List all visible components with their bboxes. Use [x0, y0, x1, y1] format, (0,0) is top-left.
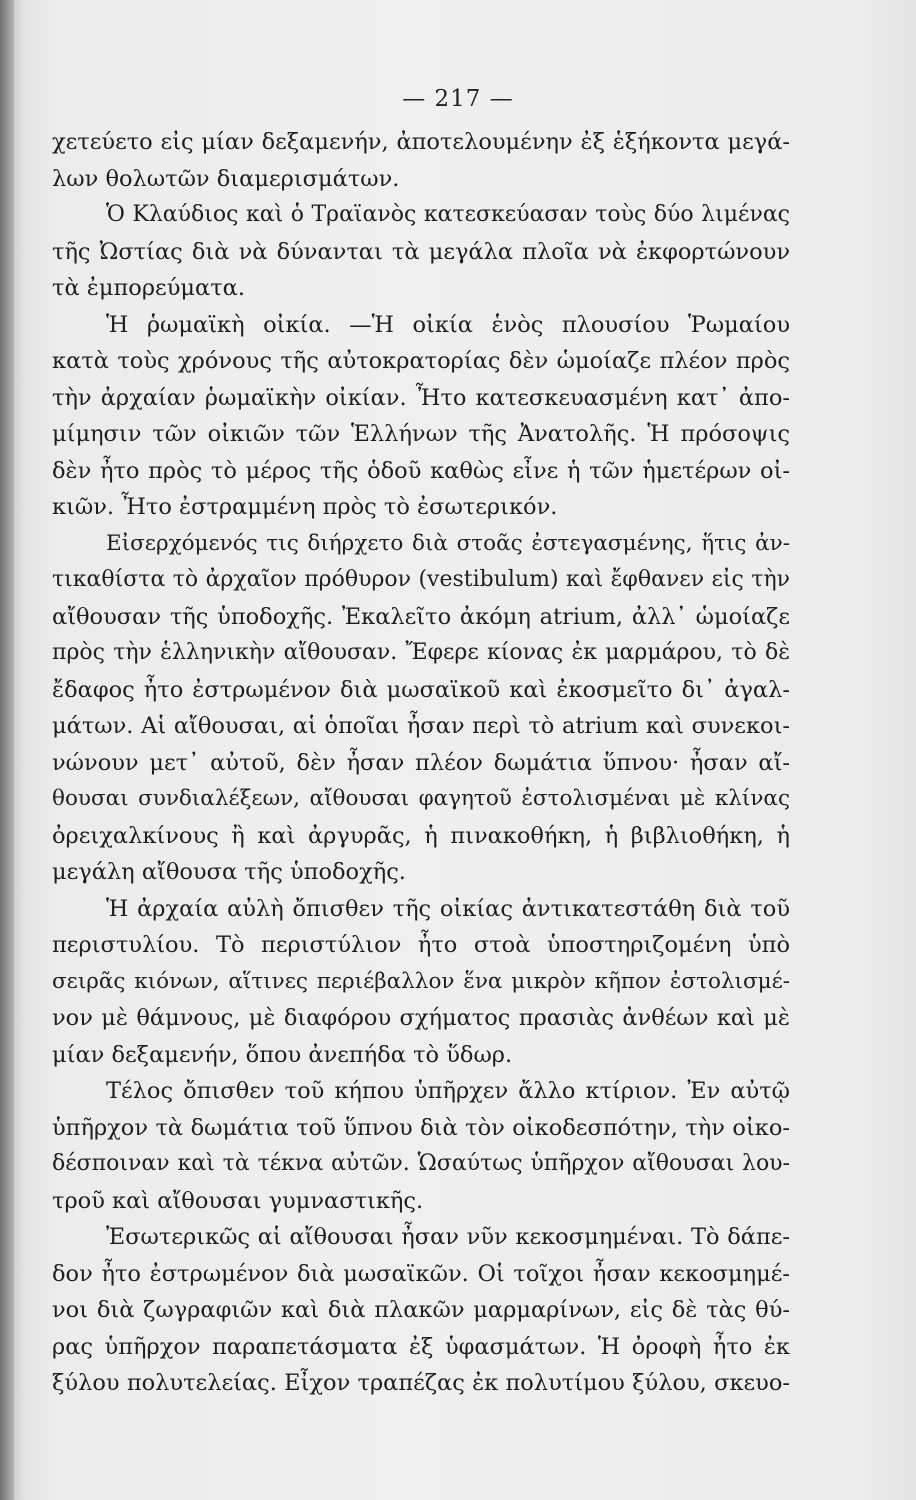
- text-line: Εἰσερχόμενός τις διήρχετο διὰ στοᾶς ἐστεγασμένης, ἥτις ἀν-: [106, 530, 790, 556]
- text-line: Ἐσωτερικῶς αἱ αἴθουσαι ἦσαν νῦν κεκοσμημέναι. Τὸ δάπε-: [106, 1224, 790, 1250]
- text-line: ἔδαφος ἦτο ἐστρωμένον διὰ μωσαϊκοῦ καὶ ἐκοσμεῖτο δι᾿ ἀγαλ-: [52, 676, 790, 703]
- text-line: νον μὲ θάμνους, μὲ διαφόρου σχήματος πρασιὰς ἀνθέων καὶ μὲ: [52, 1005, 790, 1031]
- section-heading-line: Ἡ ῥωμαϊκὴ οἰκία. —Ἡ οἰκία ἑνὸς πλουσίου Ῥωμαίου: [106, 311, 790, 338]
- text-line: τὴν ἀρχαίαν ῥωμαϊκὴν οἰκίαν. Ἦτο κατεσκευασμένη κατ᾿ ἀπο-: [52, 384, 790, 411]
- text-line: μίαν δεξαμενήν, ὅπου ἀνεπήδα τὸ ὕδωρ.: [52, 1041, 513, 1068]
- text-line: ὑπῆρχον τὰ δωμάτια τοῦ ὕπνου διὰ τὸν οἰκοδεσπότην, τὴν οἰκο-: [52, 1114, 790, 1141]
- text-line: κιῶν. Ἦτο ἐστραμμένη πρὸς τὸ ἐσωτερικόν.: [52, 494, 558, 520]
- text-line: ξύλου πολυτελείας. Εἶχον τραπέζας ἐκ πολυτίμου ξύλου, σκευο-: [52, 1370, 790, 1396]
- text-line: δον ἦτο ἐστρωμένον διὰ μωσαϊκῶν. Οἱ τοῖχοι ἦσαν κεκοσμημέ-: [52, 1260, 790, 1287]
- text-line: μίμησιν τῶν οἰκιῶν τῶν Ἑλλήνων τῆς Ἀνατολῆς. Ἡ πρόσοψις: [52, 421, 790, 447]
- text-line: ρας ὑπῆρχον παραπετάσματα ἐξ ὑφασμάτων. Ἡ ὀροφὴ ἦτο ἐκ: [52, 1333, 790, 1360]
- text-line: πρὸς τὴν ἑλληνικὴν αἴθουσαν. Ἔφερε κίονας ἐκ μαρμάρου, τὸ δὲ: [52, 640, 790, 665]
- body-text: [52, 124, 790, 1402]
- text-line: νώνουν μετ᾿ αὐτοῦ, δὲν ἦσαν πλέον δωμάτια ὕπνου· ἦσαν αἴ-: [52, 749, 790, 776]
- text-line: μάτων. Αἱ αἴθουσαι, αἱ ὁποῖαι ἦσαν περὶ τὸ atrium καὶ συνεκοι-: [52, 713, 790, 739]
- text-line: θουσαι συνδιαλέξεων, αἴθουσαι φαγητοῦ ἐστολισμέναι μὲ κλίνας: [52, 786, 790, 811]
- text-line: δέσποιναν καὶ τὰ τέκνα αὐτῶν. Ὡσαύτως ὑπῆρχον αἴθουσαι λου-: [52, 1151, 790, 1176]
- text-line: λων θολωτῶν διαμερισμάτων.: [52, 165, 400, 192]
- text-line: ὀρειχαλκίνους ἢ καὶ ἀργυρᾶς, ἡ πινακοθήκη, ἡ βιβλιοθήκη, ἡ: [52, 822, 790, 849]
- text-line: σειρᾶς κιόνων, αἵτινες περιέβαλλον ἕνα μικρὸν κῆπον ἐστολισμέ-: [52, 968, 790, 994]
- text-line: αἴθουσαν τῆς ὑποδοχῆς. Ἐκαλεῖτο ἀκόμη atrium, ἀλλ᾿ ὡμοίαζε: [52, 603, 790, 630]
- text-line: περιστυλίου. Τὸ περιστύλιον ἦτο στοὰ ὑποστηριζομένη ὑπὸ: [52, 932, 790, 958]
- text-line: δὲν ἦτο πρὸς τὸ μέρος τῆς ὁδοῦ καθὼς εἶνε ἡ τῶν ἡμετέρων οἰ-: [52, 457, 790, 484]
- text-line: χετεύετο εἰς μίαν δεξαμενήν, ἀποτελουμένην ἐξ ἑξήκοντα μεγά-: [52, 129, 790, 155]
- text-line: κατὰ τοὺς χρόνους τῆς αὐτοκρατορίας δὲν ὡμοίαζε πλέον πρὸς: [52, 348, 790, 374]
- text-line: τὰ ἐμπορεύματα.: [52, 275, 245, 301]
- text-line: τικαθίστα τὸ ἀρχαῖον πρόθυρον (vestibulum) καὶ ἔφθανεν εἰς τὴν: [52, 567, 790, 592]
- text-line: Τέλος ὄπισθεν τοῦ κήπου ὑπῆρχεν ἄλλο κτίριον. Ἐν αὐτῷ: [106, 1078, 790, 1104]
- text-line: νοι διὰ ζωγραφιῶν καὶ διὰ πλακῶν μαρμαρίνων, εἰς δὲ τὰς θύ-: [52, 1297, 790, 1323]
- text-line: τροῦ καὶ αἴθουσαι γυμναστικῆς.: [52, 1187, 424, 1214]
- page-number: — 217 —: [402, 86, 514, 112]
- text-line: Ὁ Κλαύδιος καὶ ὁ Τραϊανὸς κατεσκεύασαν τοὺς δύο λιμένας: [106, 202, 790, 227]
- binding-shadow: [0, 0, 14, 1500]
- text-line: τῆς Ὠστίας διὰ νὰ δύνανται τὰ μεγάλα πλοῖα νὰ ἐκφορτώνουν: [52, 238, 790, 265]
- text-line: μεγάλη αἴθουσα τῆς ὑποδοχῆς.: [52, 859, 406, 885]
- text-line: Ἡ ἀρχαία αὐλὴ ὄπισθεν τῆς οἰκίας ἀντικατεστάθη διὰ τοῦ: [106, 895, 790, 922]
